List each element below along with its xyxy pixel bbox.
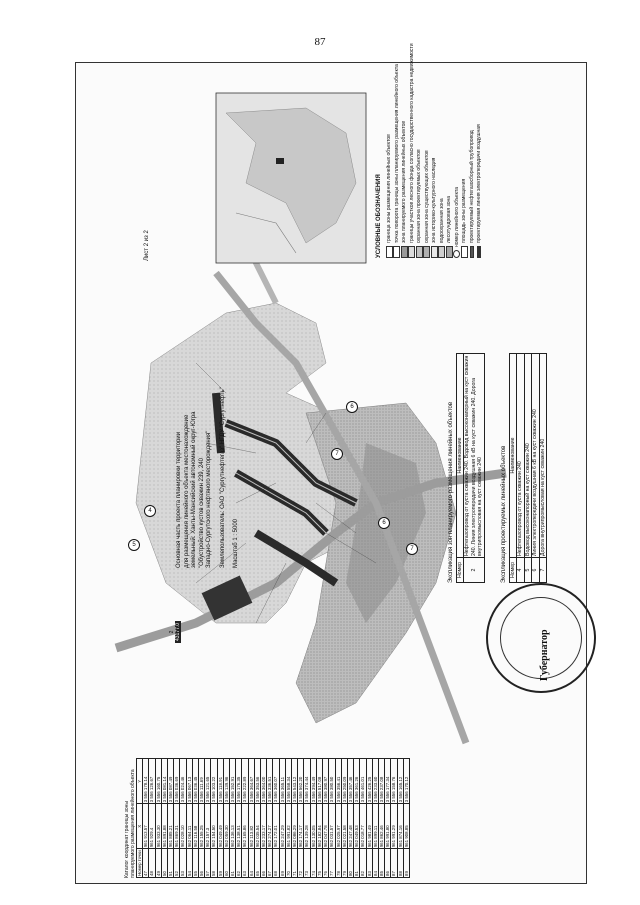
sheet-mark (169, 621, 181, 643)
planned-objects-table (456, 353, 485, 583)
column-header: Номер (456, 558, 464, 583)
point-number: 61 (230, 849, 236, 878)
point-number: 68 (273, 849, 279, 878)
x-coordinate: 962 155.25 (199, 804, 205, 849)
title-line: для размещения линейного объекта местонахождение (183, 414, 190, 568)
y-coordinate: 3 556 336.51 (267, 759, 273, 804)
y-coordinate: 3 556 356.41 (335, 759, 341, 804)
x-coordinate: 962 138.51 (236, 804, 242, 849)
coordinate-catalogue-heading: Каталог координат границы зоны планируемого размещения линейного объекта (124, 769, 136, 878)
x-coordinate: 961 874.16 (397, 804, 403, 849)
table-row (524, 354, 532, 583)
object-marker: 7 (331, 448, 343, 460)
x-coordinate: 962 165.86 (242, 804, 248, 849)
y-coordinate: 3 556 517.08 (316, 759, 322, 804)
column-header: Номер (509, 558, 517, 583)
x-coordinate: 962 247.48 (347, 804, 353, 849)
table-row (532, 354, 540, 583)
x-coordinate: 962 049.53 (354, 804, 360, 849)
point-number: 78 (335, 849, 341, 878)
x-coordinate: 962 154.50 (211, 804, 217, 849)
point-number: 50 (161, 849, 167, 878)
x-coordinate: 962 139.28 (304, 804, 310, 849)
column-header: Y (137, 759, 143, 804)
y-coordinate: 3 556 426.25 (366, 759, 372, 804)
y-coordinate: 3 556 178.14 (143, 759, 149, 804)
point-number: 47 (143, 849, 149, 878)
point-number: 49 (155, 849, 161, 878)
legend-swatch (393, 246, 400, 258)
y-coordinate: 3 556 170.12 (403, 759, 409, 804)
point-number: 53 (180, 849, 186, 878)
legend-swatch (416, 246, 423, 258)
x-coordinate: 962 274.27 (267, 804, 273, 849)
legend-swatch (401, 246, 408, 258)
x-coordinate: 961 929.4 (149, 804, 155, 849)
y-coordinate: 3 556 081.14 (161, 759, 167, 804)
point-number: 80 (347, 849, 353, 878)
column-header: Наименование (456, 354, 464, 558)
title-line: "Обустройство кустов скважин 239, 240 (198, 458, 205, 568)
y-coordinate: 3 556 357.46 (347, 759, 353, 804)
column-header: Наименование (509, 354, 517, 558)
y-coordinate: 3 556 365.11 (279, 759, 285, 804)
y-coordinate: 3 556 165.12 (397, 759, 403, 804)
legend-swatch (431, 246, 438, 258)
point-number: 79 (341, 849, 347, 878)
title-line: Землепользователь: ОАО "Сургутнефтегаз" НГДУ "Сургутнефть" (219, 387, 226, 568)
legend-swatch (446, 246, 453, 258)
object-number: 7 (539, 558, 547, 583)
object-marker: 7 (406, 543, 418, 555)
legend-item: зона историко-культурного наследия (431, 108, 439, 258)
point-number: 75 (316, 849, 322, 878)
point-number: 64 (248, 849, 254, 878)
legend-item: границы участков лесного фонда согласно государственного кадастра недвижимости (408, 108, 416, 258)
point-number: 54 (186, 849, 192, 878)
y-coordinate: 3 556 139.96 (223, 759, 229, 804)
object-marker: 4 (144, 505, 156, 517)
x-coordinate: 962 025.97 (335, 804, 341, 849)
x-coordinate: 962 047.78 (323, 804, 329, 849)
coordinate-catalogue (124, 628, 410, 878)
legend-item: зона планируемого размещения линейных объектов (401, 108, 409, 258)
y-coordinate: 3 556 036.69 (174, 759, 180, 804)
point-number: 55 (192, 849, 198, 878)
y-coordinate: 3 556 364.00 (261, 759, 267, 804)
object-name: Нефтегазопровод от куста скважин 240 (517, 354, 525, 558)
y-coordinate: 3 556 126.67 (149, 759, 155, 804)
title-block (176, 387, 241, 568)
x-coordinate: 961 981.49 (366, 804, 372, 849)
x-coordinate: 962 247.29 (279, 804, 285, 849)
legend-item: лесотундровая зона (446, 108, 454, 258)
y-coordinate: 3 556 222.89 (242, 759, 248, 804)
point-number: 86 (385, 849, 391, 878)
x-coordinate: 962 174.17 (298, 804, 304, 849)
point-number: 73 (304, 849, 310, 878)
y-coordinate: 3 556 160.75 (155, 759, 161, 804)
x-coordinate: 961 933.30 (155, 804, 161, 849)
y-coordinate: 3 556 237.08 (378, 759, 384, 804)
point-number: 74 (310, 849, 316, 878)
legend-swatch (423, 246, 430, 258)
legend-swatch (408, 246, 415, 258)
legend-item: точка поворота границы зоны планируемого размещения линейного объекта (393, 108, 401, 258)
x-coordinate: 961 991.29 (391, 804, 397, 849)
y-coordinate: 3 556 111.69 (199, 759, 205, 804)
object-number: 6 (532, 558, 540, 583)
point-number: 67 (267, 849, 273, 878)
title-line: Западно-Сургутского нефтяного месторождения" (206, 430, 212, 568)
y-coordinate: 3 556 118.91 (217, 759, 223, 804)
table-row (517, 354, 525, 583)
y-coordinate: 3 556 562.20 (298, 759, 304, 804)
table-row (539, 354, 547, 583)
point-number: 65 (254, 849, 260, 878)
point-number: 69 (279, 849, 285, 878)
legend-item: охранная зона проектируемых объектов (416, 108, 424, 258)
y-coordinate: 3 556 036.45 (192, 759, 198, 804)
point-number: 81 (354, 849, 360, 878)
point-number: 51 (168, 849, 174, 878)
object-number: 4 (517, 558, 525, 583)
x-coordinate: 962 028.10 (180, 804, 186, 849)
legend-item: охранная зона существующих объектов (423, 108, 431, 258)
x-coordinate: 961 991.80 (385, 804, 391, 849)
x-coordinate: 962 130.05 (310, 804, 316, 849)
point-number: 70 (285, 849, 291, 878)
planned-objects-explication (448, 353, 485, 583)
point-number: 84 (372, 849, 378, 878)
legend-swatch (461, 246, 468, 258)
x-coordinate: 961 908.85 (403, 804, 409, 849)
stamp-text: Губернатор (539, 629, 550, 681)
y-coordinate: 3 556 361.26 (354, 759, 360, 804)
y-coordinate: 3 556 176.35 (236, 759, 242, 804)
column-header: Номер точки (137, 850, 142, 876)
legend-item: водоохранная зона (438, 108, 446, 258)
object-number: 2 (464, 558, 485, 583)
object-name: Водовод высоконапорный на куст скважин 240 (524, 354, 532, 558)
legend-item: граница зоны размещения линейных объектов (386, 108, 394, 258)
scale-label: Масштаб 1 : 5000 (233, 518, 239, 568)
point-number: 83 (366, 849, 372, 878)
x-coordinate: 962 233.17 (261, 804, 267, 849)
y-coordinate: 3 556 152.91 (230, 759, 236, 804)
object-marker: 6 (378, 517, 390, 529)
x-coordinate: 962 157.3 (205, 804, 211, 849)
point-number: 85 (378, 849, 384, 878)
object-name: Дорога внутрипромысловая на куст скважин 240 (539, 354, 547, 558)
legend-swatch (438, 246, 445, 258)
y-coordinate: 3 556 380.50 (329, 759, 335, 804)
map-sheet (75, 43, 587, 884)
coordinate-table (136, 758, 410, 878)
table-row (464, 354, 485, 583)
point-number: 76 (323, 849, 329, 878)
point-number: 72 (298, 849, 304, 878)
sheet-mark-value: 43177.0 (175, 622, 181, 641)
point-number: 57 (205, 849, 211, 878)
x-coordinate: 962 031.57 (329, 804, 335, 849)
y-coordinate: 3 556 103.22 (211, 759, 217, 804)
point-number: 88 (397, 849, 403, 878)
x-coordinate: 961 885.21 (168, 804, 174, 849)
x-coordinate: 962 021.58 (341, 804, 347, 849)
y-coordinate: 3 556 158.76 (391, 759, 397, 804)
legend-item: проектируемый нефтегазосборный трубопровод (468, 108, 476, 258)
x-coordinate: 961 891.88 (161, 804, 167, 849)
point-number: 59 (217, 849, 223, 878)
legend-item: площадь зоны размещения (461, 108, 469, 258)
point-number: 82 (360, 849, 366, 878)
y-coordinate: 3 556 380.97 (323, 759, 329, 804)
sheet-label: Лист 2 из 2 (144, 230, 150, 261)
point-number: 56 (199, 849, 205, 878)
legend-swatch (386, 246, 393, 258)
sheet-mark-number: 2 (169, 630, 175, 634)
x-coordinate: 962 018.77 (360, 804, 366, 849)
legend-swatch (470, 246, 474, 258)
object-name: Линия электропередачи воздушная 6 кВ на куст скважин 240 (532, 354, 540, 558)
x-coordinate: 962 086.29 (292, 804, 298, 849)
object-name: Нефтегазопровод от куста скважин 240. Водовод высоконапорный на куст скважин 240. Линия электропередачи воздушная 6 кВ на куст скважин 240. Дорога внутрипромысловая на куст скважин 240 (464, 354, 485, 558)
y-coordinate: 3 556 543.12 (292, 759, 298, 804)
y-coordinate: 3 556 364.67 (248, 759, 254, 804)
designed-objects-explication (501, 353, 547, 583)
legend-item: проектируемая линия электропередачи воздушная (476, 108, 484, 258)
y-coordinate: 3 556 394.49 (310, 759, 316, 804)
point-number: 77 (329, 849, 335, 878)
point-number: 60 (223, 849, 229, 878)
title-line: Основная часть проекта планировки территории (176, 431, 182, 568)
point-number: 63 (242, 849, 248, 878)
x-coordinate: 962 116.58 (192, 804, 198, 849)
x-coordinate: 961 862.46 (378, 804, 384, 849)
table-header-row (509, 354, 517, 583)
y-coordinate: 3 556 250.09 (341, 759, 347, 804)
x-coordinate: 962 136.13 (230, 804, 236, 849)
y-coordinate: 3 556 233.60 (372, 759, 378, 804)
object-marker: 5 (128, 539, 140, 551)
point-number: 62 (236, 849, 242, 878)
y-coordinate: 3 556 374.44 (304, 759, 310, 804)
table-header-row (456, 354, 464, 583)
y-coordinate: 3 556 121.65 (205, 759, 211, 804)
designed-objects-table (509, 353, 548, 583)
point-number: 71 (292, 849, 298, 878)
object-number: 5 (524, 558, 532, 583)
planned-objects-heading: Экспликация зон планируемого размещения линейных объектов (448, 401, 454, 583)
y-coordinate: 3 556 461.01 (360, 759, 366, 804)
x-coordinate: 961 899.11 (372, 804, 378, 849)
x-coordinate: 961 869.31 (174, 804, 180, 849)
title-line: земельный: Ханты-Мансийский автономный округ-Югра (191, 411, 197, 568)
point-number: 52 (174, 849, 180, 878)
point-number: 87 (391, 849, 397, 878)
x-coordinate: 961 991.82 (285, 804, 291, 849)
y-coordinate: 3 556 024.46 (180, 759, 186, 804)
x-coordinate: 962 064.11 (186, 804, 192, 849)
y-coordinate: 3 556 177.34 (385, 759, 391, 804)
point-number: 66 (261, 849, 267, 878)
legend-item: номер линейного объекта (453, 108, 461, 258)
legend-heading: УСЛОВНЫЕ ОБОЗНАЧЕНИЯ (376, 174, 382, 258)
x-coordinate: 962 035.54 (254, 804, 260, 849)
point-number: 89 (403, 849, 409, 878)
page-number: 87 (314, 36, 326, 48)
y-coordinate: 3 556 067.13 (186, 759, 192, 804)
point-number: 58 (211, 849, 217, 878)
legend (376, 43, 483, 258)
x-coordinate: 962 113.82 (248, 804, 254, 849)
x-coordinate: 962 172.01 (273, 804, 279, 849)
y-coordinate: 3 556 558.34 (285, 759, 291, 804)
y-coordinate: 3 556 087.49 (168, 759, 174, 804)
y-coordinate: 3 556 353.56 (254, 759, 260, 804)
table-row (403, 759, 409, 878)
x-coordinate: 962 059.30 (223, 804, 229, 849)
object-marker: 6 (346, 401, 358, 413)
x-coordinate: 961 913.57 (143, 804, 149, 849)
legend-swatch (477, 246, 481, 258)
designed-objects-heading: Экспликация проектируемых линейных объектов (501, 445, 507, 583)
column-header: X (137, 804, 143, 849)
legend-swatch (453, 250, 460, 258)
x-coordinate: 962 049.49 (217, 804, 223, 849)
y-coordinate: 3 556 360.07 (273, 759, 279, 804)
x-coordinate: 962 182.84 (316, 804, 322, 849)
point-number: 48 (149, 849, 155, 878)
